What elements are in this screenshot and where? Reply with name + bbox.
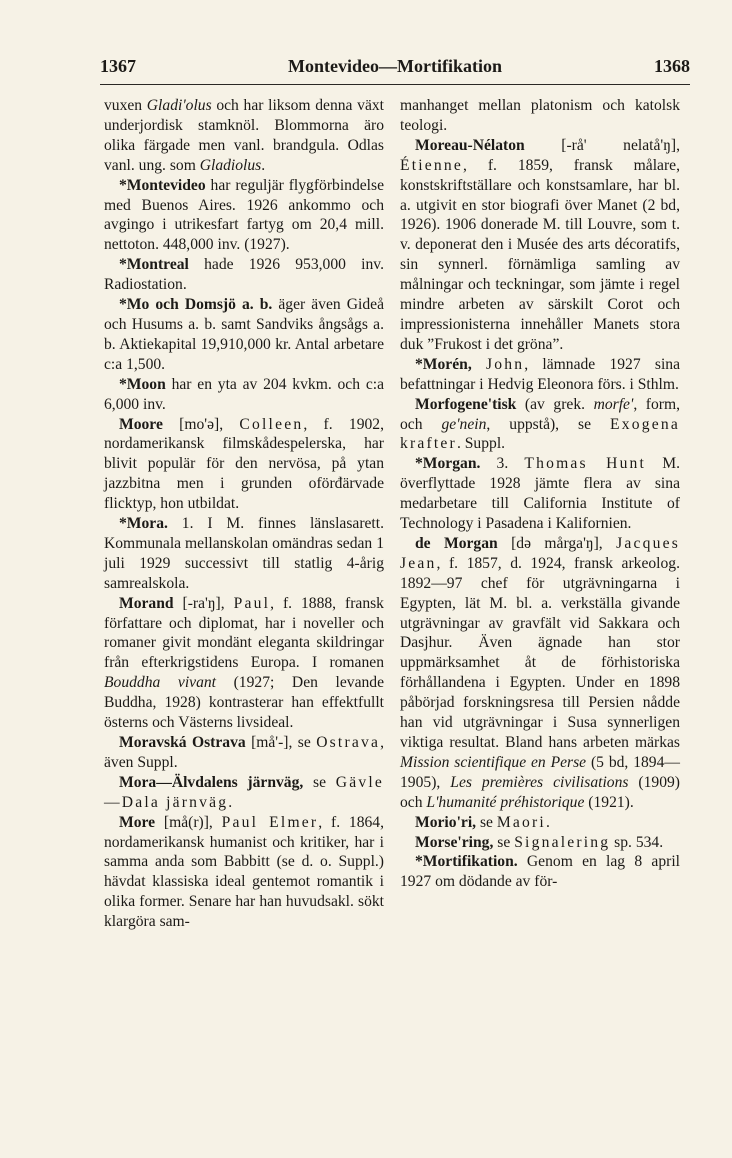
entry-morand: Morand [-ra'ŋ], Paul, f. 1888, fransk författare och diplomat, har i noveller och romaner givit mondänt eleganta skildringar från efterkrigstidens Europa. I romanen Bouddha vivant (1927; Den levande Buddha, 1928) kontrasterar han effektfullt österns och Västerns livsideal. — [104, 594, 384, 732]
headword: Moore — [119, 415, 163, 433]
headword: Mora—Älvdalens järnväg, — [119, 773, 304, 791]
headword: Moravská Ostrava — [119, 734, 246, 751]
headword: *Montreal — [119, 256, 189, 274]
entry-more: More [må(r)], Paul Elmer, f. 1864, nordamerikansk humanist och kritiker, har i samma anda som Babbitt (se d. o. Suppl.) hävdat klassiska ideal gentemot romantik i olika former. Senare har han huvudsakl. sökt klargöra sam- — [104, 813, 385, 931]
entry-morsering: Morse'ring, se Signalering sp. 534. — [415, 833, 664, 851]
page-number-right: 1368 — [654, 56, 690, 76]
headword: *Mo och Domsjö a. b. — [119, 296, 273, 314]
headword: *Morgan. — [415, 455, 481, 473]
headword: *Moon — [119, 375, 166, 393]
entry-montevideo: *Montevideo har reguljär flygförbindelse med Buenos Aires. 1926 ankommo och avgingo i utrikesfart fartyg om 20,4 mill. nettoton. 448,000 inv. (1927). — [104, 176, 384, 254]
entry-montreal: *Montreal hade 1926 953,000 inv. Radiostation. — [104, 256, 384, 294]
right-column — [400, 96, 680, 892]
entry-more-continued: manhanget mellan platonism och katolsk teologi. — [400, 97, 680, 134]
entry-moriori: Morio'ri, se Maori. — [415, 813, 550, 831]
entry-morgan: *Morgan. 3. Thomas Hunt M. överflyttade 1928 jämte flera av sina medarbetare till California Institute of Technology i Pasadena i Kalifornien. — [400, 455, 680, 533]
page-number-left: 1367 — [100, 56, 136, 76]
headword: Morfogene'tisk — [415, 395, 517, 413]
entry-mortifikation: *Mortifikation. Genom en lag 8 april 1927 om dödande av för- — [400, 853, 680, 891]
headword: Morio'ri, — [415, 813, 477, 831]
headword: *Montevideo — [119, 176, 206, 194]
headword: Moreau-Nélaton — [415, 136, 525, 154]
entry-mora-alvdalens-jarnvag: Mora—Älvdalens järnväg, se Gävle—Dala järnväg. — [104, 773, 384, 811]
entry-mora: *Mora. 1. I M. finnes länslasarett. Kommunala mellanskolan omändras sedan 1 juli 1929 successivt till statlig 4-årig samrealskola. — [104, 515, 384, 592]
left-column — [104, 96, 384, 932]
headword: Morand — [119, 594, 174, 612]
entry-gladiolus-continued: vuxen Gladi'olus och har liksom denna växt underjordisk stamknöl. Blommorna äro olika färgade men vanl. brandgula. Odlas vanl. ung. som Gladiolus. — [104, 97, 384, 174]
entry-moreau-nelaton: Moreau-Nélaton [-rå' nelatå'ŋ], Étienne, f. 1859, fransk målare, konstskriftställare och konstsamlare, har bl. a. utgivit en stor biografi över Manet (2 bd, 1926). 1906 donerade M. till Louvre, som t. v. deponerat den i Musée des arts décoratifs, sin synnerl. förnämliga samling av målningar och teckningar, som jämte i regel mindre arbeten av särskilt Corot och impressionisterna innehåller Manets stora duk ”Frukost i det gröna”. — [400, 136, 680, 353]
headword: de Morgan — [415, 534, 498, 552]
entry-moon: *Moon har en yta av 204 kvkm. och c:a 6,000 inv. — [104, 375, 384, 413]
entry-moore: Moore [mo'ə], Colleen, f. 1902, nordamerikansk filmskådespelerska, har blivit populär för den nervösa, på ytan jazzbitna men i grunden oförđärvade flicktyp, hon utbildat. — [104, 415, 384, 513]
headword: *Mortifikation. — [415, 853, 518, 871]
headword: *Mora. — [119, 515, 168, 533]
running-title: Montevideo—Mortifikation — [288, 56, 502, 76]
entry-moren: *Morén, John, lämnade 1927 sina befattningar i Hedvig Eleonora förs. i Sthlm. — [400, 355, 680, 393]
headword: More — [119, 813, 156, 831]
entry-morfogenetisk: Morfogene'tisk (av grek. morfe', form, och ge'nein, uppstå), se Exogena krafter. Suppl. — [400, 395, 680, 453]
headword: Morse'ring, — [415, 833, 494, 851]
entry-mo-och-domsjo: *Mo och Domsjö a. b. äger även Gideå och Husums a. b. samt Sandviks ångsågs a. b. Aktiekapital 19,910,000 kr. Antal arbetare c:a 1,500. — [104, 296, 384, 373]
page-header — [100, 52, 690, 85]
entry-moravska-ostrava: Moravská Ostrava [må'-], se Ostrava, även Suppl. — [104, 734, 384, 771]
headword: *Morén, — [415, 355, 472, 373]
entry-de-morgan: de Morgan [də mårga'ŋ], Jacques Jean, f. 1857, d. 1924, fransk arkeolog. 1892—97 chef för utgrävningarna i Egypten, lät M. bl. a. verkställa givande utgrävningar av gravfält vid Sakkara och Dasjhur. Även ägnade han stor uppmärksamhet åt de förhistoriska förhållandena i Egypten. Under en 1898 påbörjad forskningsresa till Persien nådde han vid utgrävningar i Susa synnerligen viktiga resultat. Bland hans arbeten märkas Mission scientifique en Perse (5 bd, 1894—1905), Les premières civilisations (1909) och L'humanité préhistorique (1921). — [400, 534, 680, 811]
